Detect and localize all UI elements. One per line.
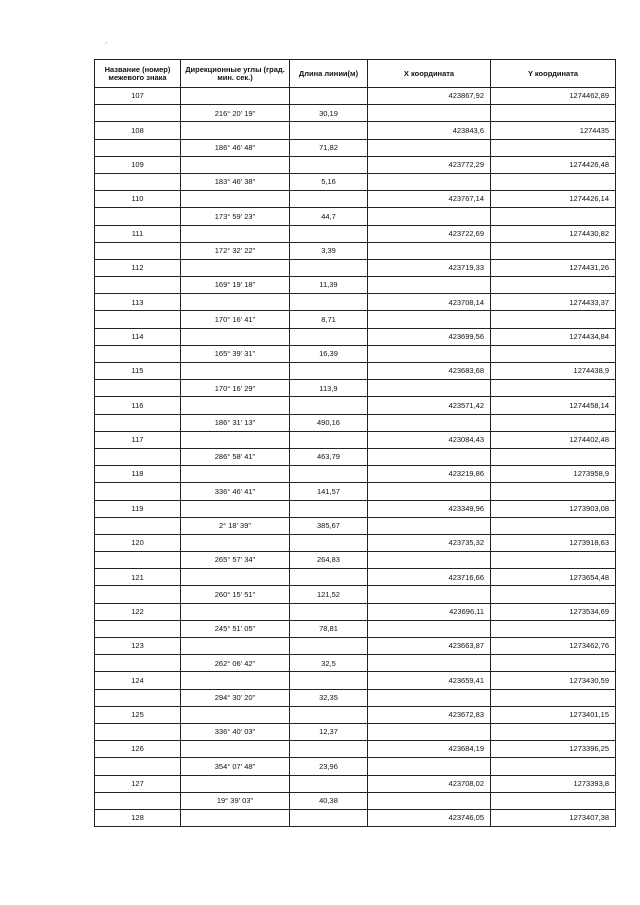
cell-angle [181,328,290,345]
cell-x [368,414,491,431]
cell-name: 123 [95,638,181,655]
cell-length: 23,96 [290,758,368,775]
cell-angle [181,294,290,311]
cell-angle [181,500,290,517]
table-row [95,311,616,328]
cell-y: 1273462,76 [491,638,616,655]
cell-y: 1273654,48 [491,569,616,586]
cell-name [95,380,181,397]
cell-x: 423735,32 [368,534,491,551]
cell-name: 117 [95,431,181,448]
cell-x: 423663,87 [368,638,491,655]
cell-length: 30,19 [290,105,368,122]
cell-y [491,586,616,603]
cell-y [491,620,616,637]
cell-angle: 170° 16' 29" [181,380,290,397]
cell-angle [181,741,290,758]
cell-name: 127 [95,775,181,792]
table-row [95,277,616,294]
cell-y: 1274462,89 [491,88,616,105]
cell-y [491,173,616,190]
cell-angle: 2° 18' 39" [181,517,290,534]
cell-name: 122 [95,603,181,620]
cell-name [95,242,181,259]
cell-name: 125 [95,706,181,723]
cell-x [368,105,491,122]
table-row [95,139,616,156]
cell-x: 423746,05 [368,809,491,826]
cell-y [491,277,616,294]
cell-name: 121 [95,569,181,586]
cell-x [368,586,491,603]
cell-y [491,655,616,672]
cell-x [368,517,491,534]
table-row [95,620,616,637]
table-row [95,259,616,276]
cell-name: 120 [95,534,181,551]
cell-name: 111 [95,225,181,242]
cell-name [95,655,181,672]
cell-angle: 260° 15' 51" [181,586,290,603]
cell-length: 3,39 [290,242,368,259]
cell-length [290,638,368,655]
cell-length: 5,16 [290,173,368,190]
table-row [95,517,616,534]
cell-length [290,259,368,276]
header-y: Y координата [491,60,616,88]
table-header-row [95,60,616,88]
cell-length [290,809,368,826]
table-row [95,672,616,689]
table-row [95,88,616,105]
table-row [95,809,616,826]
cell-angle [181,225,290,242]
cell-name: 128 [95,809,181,826]
cell-name: 108 [95,122,181,139]
cell-angle [181,569,290,586]
table-row [95,156,616,173]
cell-y [491,723,616,740]
cell-y: 1273534,69 [491,603,616,620]
cell-y: 1273430,59 [491,672,616,689]
cell-length [290,397,368,414]
cell-angle [181,363,290,380]
cell-x: 423696,11 [368,603,491,620]
cell-name [95,689,181,706]
cell-name [95,758,181,775]
cell-name: 112 [95,259,181,276]
cell-length: 32,5 [290,655,368,672]
table-row [95,775,616,792]
table-row [95,466,616,483]
cell-x [368,311,491,328]
cell-length: 490,16 [290,414,368,431]
cell-name: 118 [95,466,181,483]
cell-x [368,173,491,190]
table-row [95,294,616,311]
table-row [95,431,616,448]
cell-name: 110 [95,191,181,208]
cell-length: 16,39 [290,345,368,362]
cell-angle [181,397,290,414]
header-length: Длина линии(м) [290,60,368,88]
cell-y [491,517,616,534]
cell-x [368,792,491,809]
cell-y: 1274430,82 [491,225,616,242]
cell-angle: 336° 46' 41" [181,483,290,500]
cell-length [290,603,368,620]
cell-angle [181,706,290,723]
cell-name [95,139,181,156]
cell-name: 113 [95,294,181,311]
cell-length: 12,37 [290,723,368,740]
cell-name [95,173,181,190]
cell-x [368,689,491,706]
table-row [95,363,616,380]
cell-name [95,552,181,569]
table-row [95,741,616,758]
table-row [95,173,616,190]
table-row [95,328,616,345]
cell-length: 8,71 [290,311,368,328]
table-row [95,448,616,465]
cell-x [368,380,491,397]
cell-angle: 19° 39' 03" [181,792,290,809]
table-body [95,88,616,827]
cell-length [290,191,368,208]
cell-name: 114 [95,328,181,345]
cell-x: 423867,92 [368,88,491,105]
table-row [95,552,616,569]
cell-x [368,277,491,294]
cell-x [368,208,491,225]
cell-angle [181,809,290,826]
cell-name [95,208,181,225]
cell-angle: 265° 57' 34" [181,552,290,569]
header-name: Название (номер) межевого знака [95,60,181,88]
table-row [95,706,616,723]
cell-x: 423722,69 [368,225,491,242]
cell-length [290,431,368,448]
table-row [95,758,616,775]
table-row [95,191,616,208]
cell-x: 423772,29 [368,156,491,173]
cell-y: 1274431,26 [491,259,616,276]
cell-angle [181,88,290,105]
cell-angle [181,775,290,792]
cell-y: 1274426,14 [491,191,616,208]
cell-angle: 183° 46' 38" [181,173,290,190]
cell-name: 124 [95,672,181,689]
cell-angle [181,431,290,448]
cell-length [290,363,368,380]
cell-angle [181,672,290,689]
cell-y: 1274435 [491,122,616,139]
table-row [95,534,616,551]
cell-y [491,139,616,156]
cell-angle: 165° 39' 31" [181,345,290,362]
cell-angle [181,466,290,483]
cell-x [368,448,491,465]
cell-name: 115 [95,363,181,380]
cell-x [368,242,491,259]
cell-angle: 169° 19' 18" [181,277,290,294]
cell-length: 40,38 [290,792,368,809]
cell-length: 71,82 [290,139,368,156]
cell-length: 385,67 [290,517,368,534]
cell-x [368,483,491,500]
cell-x [368,655,491,672]
cell-angle: 336° 40' 03" [181,723,290,740]
cell-name [95,414,181,431]
cell-y: 1273401,15 [491,706,616,723]
cell-y [491,689,616,706]
cell-x [368,139,491,156]
cell-angle [181,638,290,655]
cell-y [491,380,616,397]
cell-length [290,775,368,792]
cell-name: 107 [95,88,181,105]
cell-name: 116 [95,397,181,414]
cell-y [491,483,616,500]
table-row [95,397,616,414]
cell-length [290,294,368,311]
cell-x [368,758,491,775]
cell-length: 113,9 [290,380,368,397]
table-row [95,655,616,672]
cell-length [290,122,368,139]
table-row [95,414,616,431]
table-row [95,242,616,259]
cell-y [491,552,616,569]
cell-angle: 354° 07' 48" [181,758,290,775]
table-row [95,569,616,586]
cell-name [95,311,181,328]
coordinates-table [94,59,616,827]
cell-angle: 245° 51' 05" [181,620,290,637]
cell-x: 423084,43 [368,431,491,448]
cell-length: 141,57 [290,483,368,500]
cell-x: 423708,02 [368,775,491,792]
cell-x: 423659,41 [368,672,491,689]
cell-length [290,466,368,483]
table-row [95,586,616,603]
cell-name: 119 [95,500,181,517]
cell-y [491,311,616,328]
cell-y: 1273396,25 [491,741,616,758]
table-row [95,105,616,122]
cell-length [290,741,368,758]
table-row [95,638,616,655]
cell-length [290,88,368,105]
cell-x: 423349,96 [368,500,491,517]
cell-length: 463,79 [290,448,368,465]
cell-y: 1274438,9 [491,363,616,380]
cell-y [491,208,616,225]
cell-angle [181,534,290,551]
cell-angle [181,191,290,208]
cell-y [491,414,616,431]
cell-angle [181,259,290,276]
table-row [95,500,616,517]
header-x: X координата [368,60,491,88]
cell-length [290,569,368,586]
table-row [95,603,616,620]
cell-angle [181,156,290,173]
cell-length [290,500,368,517]
cell-length: 121,52 [290,586,368,603]
cell-name [95,586,181,603]
cell-y: 1273958,9 [491,466,616,483]
cell-y [491,105,616,122]
cell-y [491,758,616,775]
cell-angle: 216° 20' 19" [181,105,290,122]
cell-angle [181,122,290,139]
cell-angle: 294° 30' 20" [181,689,290,706]
cell-x: 423719,33 [368,259,491,276]
table-row [95,345,616,362]
cell-y [491,242,616,259]
cell-y: 1273918,63 [491,534,616,551]
cell-name [95,792,181,809]
cell-x [368,620,491,637]
scan-mark: ⸝ [104,37,108,46]
table-row [95,723,616,740]
cell-angle: 173° 59' 23" [181,208,290,225]
cell-length: 32,35 [290,689,368,706]
cell-length [290,672,368,689]
cell-angle: 170° 16' 41" [181,311,290,328]
cell-y [491,792,616,809]
cell-x: 423767,14 [368,191,491,208]
cell-name [95,345,181,362]
cell-x: 423699,56 [368,328,491,345]
cell-name [95,277,181,294]
cell-length: 78,81 [290,620,368,637]
cell-angle: 286° 58' 41" [181,448,290,465]
cell-y: 1274458,14 [491,397,616,414]
cell-x [368,552,491,569]
table-row [95,380,616,397]
cell-x: 423683,68 [368,363,491,380]
table-row [95,483,616,500]
table-row [95,225,616,242]
cell-name [95,517,181,534]
cell-length [290,534,368,551]
table-row [95,689,616,706]
cell-name [95,723,181,740]
cell-x: 423684,19 [368,741,491,758]
cell-angle: 262° 06' 42" [181,655,290,672]
cell-y: 1273393,8 [491,775,616,792]
cell-length [290,706,368,723]
cell-length: 11,39 [290,277,368,294]
cell-angle [181,603,290,620]
cell-angle: 172° 32' 22" [181,242,290,259]
table-row [95,122,616,139]
cell-x: 423672,83 [368,706,491,723]
cell-name [95,483,181,500]
cell-y: 1274426,48 [491,156,616,173]
cell-name [95,620,181,637]
cell-x: 423716,66 [368,569,491,586]
cell-name: 126 [95,741,181,758]
cell-y: 1274433,37 [491,294,616,311]
cell-angle: 186° 31' 13" [181,414,290,431]
cell-x: 423219,86 [368,466,491,483]
cell-length: 264,83 [290,552,368,569]
cell-x [368,723,491,740]
cell-name [95,105,181,122]
cell-length [290,225,368,242]
cell-x: 423571,42 [368,397,491,414]
cell-y: 1273407,38 [491,809,616,826]
table-row [95,792,616,809]
cell-length [290,156,368,173]
cell-angle: 186° 46' 48" [181,139,290,156]
header-angle: Дирекционные углы (град. мин. сек.) [181,60,290,88]
cell-y: 1274434,84 [491,328,616,345]
cell-y [491,345,616,362]
cell-y: 1274402,48 [491,431,616,448]
table-row [95,208,616,225]
cell-name: 109 [95,156,181,173]
cell-y [491,448,616,465]
cell-x: 423843,6 [368,122,491,139]
cell-length: 44,7 [290,208,368,225]
cell-x: 423708,14 [368,294,491,311]
cell-length [290,328,368,345]
cell-x [368,345,491,362]
cell-name [95,448,181,465]
cell-y: 1273903,08 [491,500,616,517]
